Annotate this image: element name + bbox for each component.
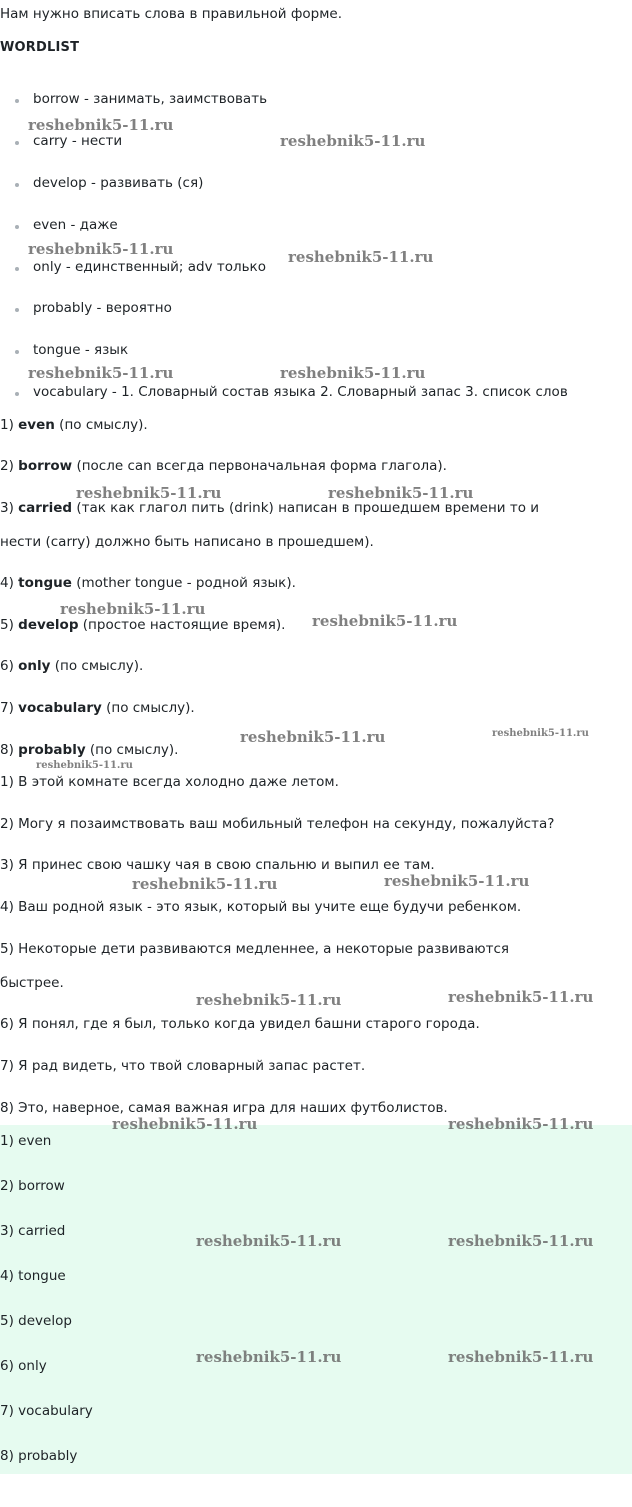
explanation-note: (mother tongue - родной язык). <box>71 575 296 591</box>
watermark: reshebnik5-11.ru <box>280 364 426 382</box>
wordlist-item <box>15 342 128 358</box>
wordlist-title: WORDLIST <box>0 40 80 55</box>
explanation-note: (по смыслу). <box>50 658 144 674</box>
watermark: reshebnik5-11.ru <box>448 1115 594 1133</box>
answer-line: 3) carried <box>0 1223 66 1239</box>
watermark: reshebnik5-11.ru <box>448 1348 594 1366</box>
watermark: reshebnik5-11.ru <box>492 728 589 739</box>
wordlist-item <box>15 91 267 107</box>
watermark: reshebnik5-11.ru <box>132 875 278 893</box>
watermark: reshebnik5-11.ru <box>288 248 434 266</box>
bullet-icon <box>15 141 19 145</box>
bullet-icon <box>15 183 19 187</box>
explanation-number: 3) <box>0 500 14 516</box>
explanation-number: 1) <box>0 417 14 433</box>
explanation-number: 8) <box>0 742 14 758</box>
explanation-word: probably <box>18 742 86 758</box>
explanation-number: 2) <box>0 458 14 474</box>
explanation-note: (по смыслу). <box>101 700 195 716</box>
answer-line: 2) borrow <box>0 1178 65 1194</box>
wordlist-item <box>15 259 266 275</box>
translation-line: 5) Некоторые дети развиваются медленнее, а некоторые развиваются <box>0 941 509 957</box>
bullet-icon <box>15 392 19 396</box>
explanation-word: only <box>18 658 51 674</box>
answer-line: 7) vocabulary <box>0 1403 93 1419</box>
explanation-word: borrow <box>18 458 73 474</box>
watermark: reshebnik5-11.ru <box>28 240 174 258</box>
intro-text: Нам нужно вписать слова в правильной форме. <box>0 6 342 22</box>
explanation-note: (по смыслу). <box>85 742 179 758</box>
watermark: reshebnik5-11.ru <box>196 1348 342 1366</box>
translation-line: быстрее. <box>0 975 64 991</box>
bullet-icon <box>15 350 19 354</box>
explanation-line <box>0 658 143 674</box>
explanation-line-continued: нести (carry) должно быть написано в прошедшем). <box>0 534 374 550</box>
translation-line: 2) Могу я позаимствовать ваш мобильный телефон на секунду, пожалуйста? <box>0 816 555 832</box>
watermark: reshebnik5-11.ru <box>28 364 174 382</box>
wordlist-item-text: develop - развивать (ся) <box>33 175 204 191</box>
translation-line: 8) Это, наверное, самая важная игра для наших футболистов. <box>0 1100 448 1116</box>
watermark: reshebnik5-11.ru <box>328 484 474 502</box>
explanation-number: 4) <box>0 575 14 591</box>
explanation-word: carried <box>18 500 73 516</box>
explanation-note: (по смыслу). <box>54 417 148 433</box>
explanation-word: even <box>18 417 55 433</box>
explanation-number: 6) <box>0 658 14 674</box>
answers-panel <box>0 1125 632 1474</box>
bullet-icon <box>15 308 19 312</box>
answer-line: 1) even <box>0 1133 52 1149</box>
wordlist-item-text: probably - вероятно <box>33 300 172 316</box>
explanation-line <box>0 500 539 516</box>
explanation-line <box>0 742 178 758</box>
watermark: reshebnik5-11.ru <box>280 132 426 150</box>
translation-line: 1) В этой комнате всегда холодно даже летом. <box>0 774 339 790</box>
answer-line: 8) probably <box>0 1448 78 1464</box>
bullet-icon <box>15 99 19 103</box>
wordlist-item <box>15 133 122 149</box>
answer-line: 6) only <box>0 1358 47 1374</box>
watermark: reshebnik5-11.ru <box>384 872 530 890</box>
explanation-line <box>0 417 148 433</box>
watermark: reshebnik5-11.ru <box>312 612 458 630</box>
watermark: reshebnik5-11.ru <box>196 1232 342 1250</box>
explanation-note: (так как глагол пить (drink) написан в прошедшем времени то и <box>72 500 540 516</box>
watermark: reshebnik5-11.ru <box>36 760 133 771</box>
translation-line: 7) Я рад видеть, что твой словарный запас растет. <box>0 1058 366 1074</box>
explanation-number: 5) <box>0 617 14 633</box>
watermark: reshebnik5-11.ru <box>196 991 342 1009</box>
explanation-line <box>0 458 447 474</box>
wordlist-item <box>15 300 172 316</box>
translation-line: 4) Ваш родной язык - это язык, который вы учите еще будучи ребенком. <box>0 899 522 915</box>
wordlist-item-text: only - единственный; adv только <box>33 259 266 275</box>
wordlist-item-text: borrow - занимать, заимствовать <box>33 91 268 107</box>
answer-line: 5) develop <box>0 1313 72 1329</box>
wordlist-item-text: even - даже <box>33 217 118 233</box>
watermark: reshebnik5-11.ru <box>448 1232 594 1250</box>
wordlist-item <box>15 175 203 191</box>
watermark: reshebnik5-11.ru <box>112 1115 258 1133</box>
explanation-word: vocabulary <box>18 700 102 716</box>
wordlist-item <box>15 217 118 233</box>
watermark: reshebnik5-11.ru <box>76 484 222 502</box>
explanation-number: 7) <box>0 700 14 716</box>
translation-line: 3) Я принес свою чашку чая в свою спальню и выпил ее там. <box>0 857 435 873</box>
watermark: reshebnik5-11.ru <box>240 728 386 746</box>
explanation-word: develop <box>18 617 79 633</box>
bullet-icon <box>15 267 19 271</box>
explanation-note: (после can всегда первоначальная форма глагола). <box>72 458 447 474</box>
watermark: reshebnik5-11.ru <box>60 600 206 618</box>
bullet-icon <box>15 225 19 229</box>
watermark: reshebnik5-11.ru <box>448 988 594 1006</box>
watermark: reshebnik5-11.ru <box>28 116 174 134</box>
translation-line: 6) Я понял, где я был, только когда увидел башни старого города. <box>0 1016 480 1032</box>
explanation-line <box>0 700 195 716</box>
wordlist-item-text: tongue - язык <box>33 342 129 358</box>
wordlist-item-text: vocabulary - 1. Словарный состав языка 2. Словарный запас 3. список слов <box>33 384 568 400</box>
explanation-note: (простое настоящие время). <box>78 617 286 633</box>
wordlist-item-text: carry - нести <box>33 133 123 149</box>
answer-line: 4) tongue <box>0 1268 66 1284</box>
explanation-word: tongue <box>18 575 72 591</box>
wordlist-item <box>15 384 568 400</box>
explanation-line <box>0 575 296 591</box>
explanation-line <box>0 617 285 633</box>
